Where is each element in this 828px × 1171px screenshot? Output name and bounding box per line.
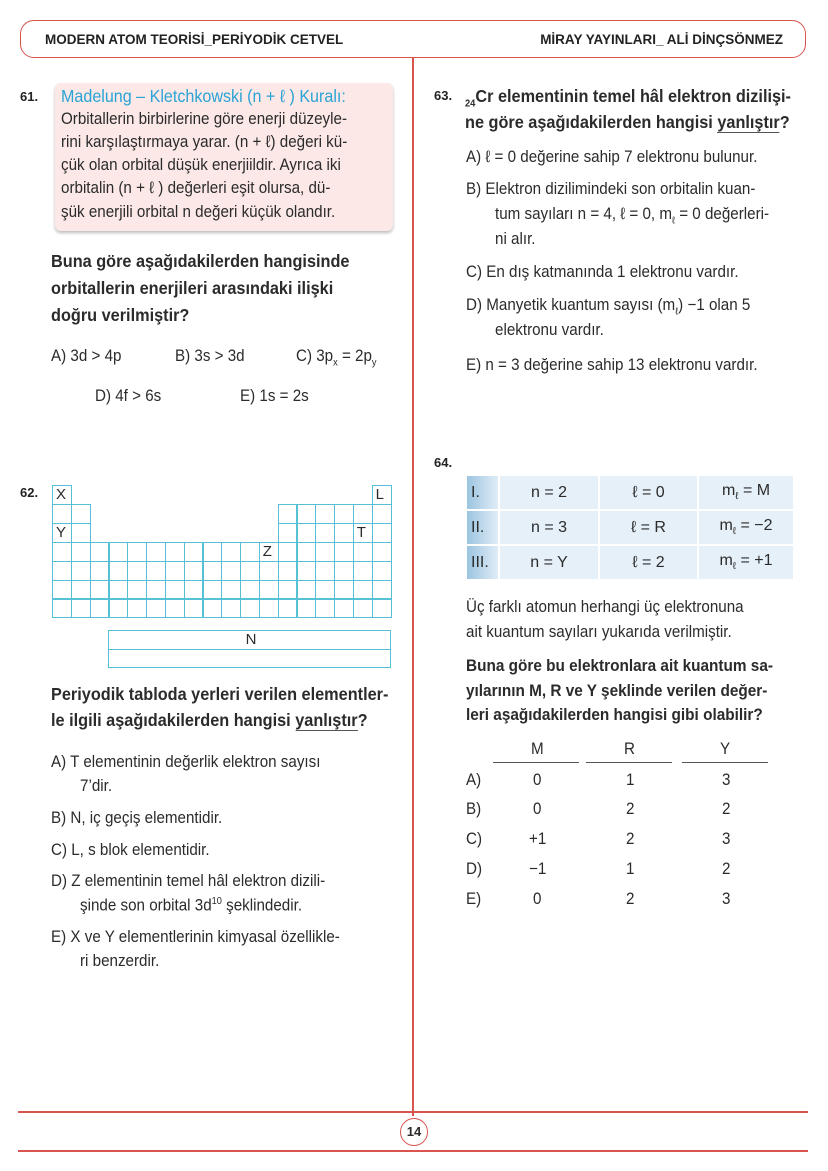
subscript: ℓ [672,215,676,227]
periodic-cell [108,580,128,600]
question-number: 61. [20,89,39,104]
equals: = [738,482,757,500]
question-mark: ? [779,112,790,132]
question-mark: ? [357,710,368,730]
option-text: = 2p [337,347,372,365]
periodic-cell [90,561,110,581]
element-z: Z [259,542,279,562]
option-a-cont: 7’dir. [80,777,113,795]
header-publisher: MİRAY YAYINLARI_ ALİ DİNÇSÖNMEZ [540,32,783,47]
option-text: şeklindedir. [221,896,303,915]
option-text: D) Manyetik kuantum sayısı (m [466,296,676,314]
table-row [467,476,793,509]
option-b[interactable]: B) 3s > 3d [175,347,245,365]
cell-l: ℓ = R [600,511,697,544]
header-underline [493,762,579,763]
periodic-cell [259,580,279,600]
emphasis-underlined: yanlıştır [295,710,358,730]
answer-value: 2 [626,830,635,848]
option-text: ) −1 olan 5 [678,296,751,314]
ml-symbol: m [721,482,736,500]
periodic-cell [90,580,110,600]
periodic-cell [184,561,204,581]
option-d-cont: elektronu vardır. [495,321,604,339]
answer-header: R [624,740,635,758]
periodic-cell [315,542,335,562]
question-number: 62. [20,485,39,500]
periodic-cell [334,598,354,618]
ml-value: M [756,482,771,500]
ml-symbol: m [719,552,733,570]
periodic-cell [278,523,298,543]
periodic-cell [353,580,373,600]
periodic-cell [184,580,204,600]
cell-n: n = Y [500,546,598,579]
answer-value: 3 [722,890,731,908]
answer-value: 1 [626,771,635,789]
option-d-cont [80,896,302,916]
answer-value: 2 [722,860,731,878]
periodic-cell [71,504,91,524]
question-text: orbitallerin enerjileri arasındaki ilişki [51,278,334,298]
question-text-part: ne göre aşağıdakilerden hangisi [465,112,718,132]
periodic-cell [146,561,166,581]
periodic-cell [221,598,241,618]
option-text: şinde son orbital 3d [80,896,212,915]
question-text [465,112,790,133]
cell-n: n = 2 [500,476,598,509]
option-c[interactable] [296,347,377,368]
info-title: Madelung – Kletchkowski (n + ℓ ) Kuralı: [61,86,346,106]
periodic-cell [353,561,373,581]
answer-value: 0 [533,890,542,908]
periodic-cell [165,561,185,581]
periodic-cell [296,580,316,600]
footer-line [18,1111,808,1113]
option-d[interactable]: D) 4f > 6s [95,387,162,405]
answer-value: +1 [529,830,547,848]
equals: = [736,552,755,570]
periodic-cell [202,598,222,618]
periodic-cell [278,598,298,618]
info-text: ait kuantum sayıları yukarıda verilmiştir. [466,623,732,641]
question-number: 64. [434,455,453,470]
option-c[interactable]: C) L, s blok elementidir. [51,841,210,859]
periodic-cell [202,542,222,562]
periodic-cell [108,598,128,618]
equals: = [736,517,755,535]
periodic-cell [71,523,91,543]
question-text [465,86,791,110]
periodic-cell [146,580,166,600]
question-text-part: Cr elementinin temel hâl elektron dizilişi- [475,86,791,106]
periodic-cell [296,598,316,618]
periodic-cell [296,542,316,562]
question-text: Buna göre aşağıdakilerden hangisinde [51,251,350,271]
periodic-cell [221,561,241,581]
periodic-cell [90,542,110,562]
answer-value: 3 [722,830,731,848]
emphasis-underlined: yanlıştır [717,112,780,132]
periodic-cell [372,523,392,543]
periodic-cell [71,580,91,600]
periodic-cell [127,580,147,600]
option-b[interactable]: B) Elektron dizilimindeki son orbitalin kuan- [466,180,756,198]
periodic-cell [372,580,392,600]
info-line: çük olan orbital düşük enerjiildir. Ayrıca iki [61,156,341,174]
periodic-cell [127,598,147,618]
page-number: 14 [400,1118,428,1146]
info-line: orbitalin (n + ℓ ) değerleri eşit olursa, dü- [61,179,331,197]
periodic-cell [353,542,373,562]
cell-ml [699,546,793,579]
element-y: Y [52,523,72,543]
answer-value: 3 [722,771,731,789]
periodic-cell [127,542,147,562]
periodic-cell [71,561,91,581]
periodic-cell [90,598,110,618]
periodic-cell [353,598,373,618]
f-block-row [108,649,391,669]
subscript: ℓ [732,561,737,573]
cell-l: ℓ = 0 [600,476,697,509]
periodic-cell [52,598,72,618]
periodic-cell [202,580,222,600]
answer-header: M [531,740,544,758]
periodic-cell [52,542,72,562]
row-label: I. [467,476,498,509]
option-a[interactable]: A) 3d > 4p [51,347,122,365]
subscript: ℓ [675,306,679,318]
option-c[interactable]: C) En dış katmanında 1 elektronu vardır. [466,263,739,281]
option-b[interactable]: B) N, iç geçiş elementidir. [51,809,223,827]
periodic-cell [372,561,392,581]
option-a[interactable]: A) ℓ = 0 değerine sahip 7 elektronu bulunur. [466,148,758,166]
periodic-cell [240,542,260,562]
question-text: doğru verilmiştir? [51,305,190,325]
option-a[interactable]: A) T elementinin değerlik elektron sayısı [51,753,321,771]
periodic-cell [259,598,279,618]
option-text: = 0 değerleri- [675,205,770,223]
option-e[interactable]: E) 1s = 2s [240,387,309,405]
periodic-cell [71,542,91,562]
answer-value: 1 [626,860,635,878]
option-letter: E) [466,890,482,908]
periodic-cell [315,561,335,581]
option-text: tum sayıları n = 4, ℓ = 0, m [495,205,673,223]
quantum-numbers-table [465,474,795,581]
periodic-cell [372,598,392,618]
info-line: şük enerjili orbital n değeri küçük olandır. [61,203,336,221]
periodic-cell [372,542,392,562]
ml-value: −2 [754,517,773,535]
periodic-cell [278,504,298,524]
cell-l: ℓ = 2 [600,546,697,579]
periodic-cell [165,542,185,562]
table-row [467,546,793,579]
answer-value: 2 [626,800,635,818]
periodic-cell [240,598,260,618]
ml-symbol: m [719,517,733,535]
option-letter: C) [466,830,483,848]
periodic-cell [127,561,147,581]
periodic-cell [278,561,298,581]
periodic-cell [146,542,166,562]
option-d[interactable] [466,296,750,317]
periodic-cell [240,580,260,600]
periodic-cell [52,561,72,581]
periodic-cell [184,598,204,618]
element-t: T [353,523,373,543]
option-e-cont: ri benzerdir. [80,952,160,970]
row-label: III. [467,546,498,579]
periodic-cell [221,542,241,562]
question-text: yılarının M, R ve Y şeklinde verilen değer- [466,682,768,700]
periodic-cell [296,561,316,581]
question-text: Buna göre bu elektronlara ait kuantum sa- [466,657,773,675]
option-letter: B) [466,800,482,818]
option-b-cont: ni alır. [495,230,536,248]
periodic-cell [315,580,335,600]
periodic-cell [315,598,335,618]
header-underline [586,762,672,763]
periodic-cell [108,561,128,581]
periodic-cell [315,523,335,543]
answer-value: 2 [722,800,731,818]
answer-value: 2 [626,890,635,908]
periodic-cell [165,580,185,600]
answer-value: 0 [533,800,542,818]
periodic-cell [334,561,354,581]
info-text: Üç farklı atomun herhangi üç elektronuna [466,598,744,616]
table-row [467,511,793,544]
periodic-cell [334,523,354,543]
subscript: y [371,357,377,369]
answer-value: −1 [529,860,547,878]
subscript: ℓ [735,491,739,503]
info-line: rini karşılaştırmaya yarar. (n + ℓ) değeri kü- [61,133,348,151]
periodic-cell [52,504,72,524]
periodic-cell [278,580,298,600]
option-text: C) 3p [296,347,334,365]
row-label: II. [467,511,498,544]
option-b-cont [495,205,769,226]
option-letter: A) [466,771,482,789]
periodic-cell [353,504,373,524]
periodic-cell [296,523,316,543]
atomic-number: 24 [465,98,476,110]
periodic-cell [334,580,354,600]
periodic-cell [278,542,298,562]
column-divider [412,58,414,1116]
page-header [20,20,806,58]
periodic-cell [240,561,260,581]
periodic-cell [334,542,354,562]
question-text [51,710,368,731]
periodic-cell [296,504,316,524]
periodic-cell [184,542,204,562]
answer-header: Y [720,740,731,758]
ml-value: +1 [754,552,773,570]
periodic-cell [146,598,166,618]
periodic-cell [165,598,185,618]
cell-ml [699,511,793,544]
subscript: x [333,357,338,369]
periodic-cell [259,561,279,581]
option-d[interactable]: D) Z elementinin temel hâl elektron dizili- [51,872,326,890]
periodic-cell [71,598,91,618]
header-underline [682,762,768,763]
question-text: Periyodik tabloda yerleri verilen elementler- [51,684,389,704]
periodic-cell [372,504,392,524]
superscript: 10 [211,896,222,907]
cell-ml [699,476,793,509]
cell-n: n = 3 [500,511,598,544]
subscript: ℓ [732,526,737,538]
element-l: L [372,485,392,505]
element-x: X [52,485,72,505]
option-letter: D) [466,860,483,878]
periodic-cell [52,580,72,600]
periodic-cell [315,504,335,524]
question-number: 63. [434,88,453,103]
periodic-cell [108,542,128,562]
header-topic: MODERN ATOM TEORİSİ_PERİYODİK CETVEL [45,32,344,47]
info-line: Orbitallerin birbirlerine göre enerji düzeyle- [61,110,348,128]
option-e[interactable]: E) X ve Y elementlerinin kimyasal özellikle- [51,928,340,946]
footer-line [18,1150,808,1152]
question-text: leri aşağıdakilerden hangisi gibi olabilir? [466,706,763,724]
option-e[interactable]: E) n = 3 değerine sahip 13 elektronu vardır. [466,356,758,374]
periodic-cell [202,561,222,581]
periodic-cell [334,504,354,524]
answer-value: 0 [533,771,542,789]
periodic-cell [221,580,241,600]
element-n: N [108,630,391,650]
question-text-part: le ilgili aşağıdakilerden hangisi [51,710,296,730]
